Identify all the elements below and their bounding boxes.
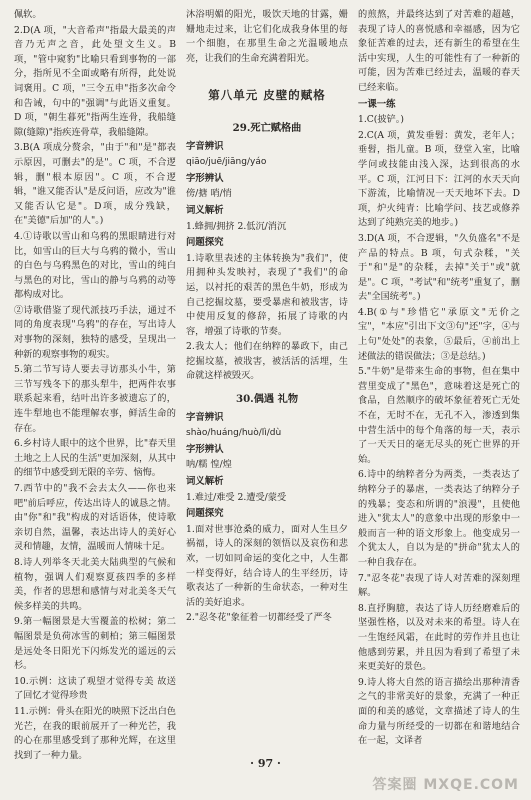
- answer-paragraph: 1.诗歌里表述的主体转换为"我们"，使用拥种头发映衬，表现了"我们"的命运，以衬托的艰苦的黑色牛奶，形成为自己挖掘坟墓，要受暴虐和被戕害，诗中使用反复的修辞，拓展了诗歌的内容，增强了诗歌的节奏。: [186, 252, 348, 337]
- section-heading: 问题探究: [186, 237, 224, 249]
- word-meaning-answer: 1.难过/难受 2.遭受/蒙受: [186, 491, 287, 503]
- unit-title: 第八单元 皮壁的赋格: [208, 88, 326, 103]
- middle-column: [186, 8, 348, 764]
- answer-paragraph: 2.C(A 项，黄发垂髫：黄发，老年人；垂髫，指儿童。B 项，登堂入室，比喻学问或技能由浅入深，达到很高的水平。C 项，江河日下：江河的水天天向下游流，比喻情况一天天地坏下去。D 项，炉火纯青：比喻学问、技艺或修养达到了纯熟完美的地步。): [358, 129, 520, 229]
- pinyin-answer: shào/huáng/huò/lì/dù: [186, 428, 282, 439]
- page-number: · 97 ·: [250, 757, 281, 770]
- character-answer: 傍/搪 哨/悄: [186, 188, 232, 200]
- right-column: [358, 8, 520, 764]
- answer-paragraph: 9.诗人将大自然的语言描绘出那种清香之气的非常美好的景象，充满了一种正面的和美的感觉，文章描述了诗人的生命力量与所经受的一切都在和谐地结合在一起，文译者: [358, 676, 520, 747]
- lesson-title: 29.死亡赋格曲: [232, 121, 302, 134]
- answer-paragraph: 2."忍冬花"象征着一切都经受了严冬: [186, 612, 332, 624]
- answer-paragraph: 8.诗人列举冬天北美大陆典型的气候和植物，强调人们观察夏孩四季的多样美，作者的思想和感情与对北美冬天气候多样美的共鸣。: [14, 556, 176, 612]
- answer-paragraph: 5."牛奶"是带来生命的事物，但在集中营里变成了"黑色"，意味着这是死亡的食品，自然顺序的破坏象征着死亡无处不在，无时不在，无孔不入，渗透到集中营生活中的每个角落的每一天，表示了一天天日的毫无尽头的死亡世界的开始。: [358, 366, 520, 465]
- character-answer: 呐/糯 惶/煌: [186, 459, 232, 471]
- answer-paragraph: 6.乡村诗人眼中的这个世界，比"春天里土地之上人民的生活"更加深刻，从其中的细节中感受到无限的辛劳、恼悔。: [14, 438, 176, 479]
- answer-paragraph: 1.C(披铲。): [358, 114, 404, 126]
- answer-paragraph: 5.第二节写诗人要去寻访那头小牛，第三节写残冬下的那头犁牛，把两件农事联系起来看，结叶出许多被遗忘了的，连牛犁地也不能理解农事，鲜活生命的存在。: [14, 364, 176, 434]
- answer-paragraph: 3.D(A 项，不合逻辑，"久负盛名"不是产品的特点。B 项，句式杂糅，"关于"和"是"的杂糅，去掉"关于"或"就是"。C 项，"考试"和"统考"重复了，删去"全国统考"。): [358, 232, 520, 303]
- section-heading: 词义解析: [186, 204, 224, 216]
- section-heading: 一课一练: [358, 98, 396, 110]
- answer-paragraph: 1.面对世事沧桑的威力，面对人生旦夕祸福，诗人的深刻的领悟以及哀伤和悲欢，一切如同命运的变化之中，人生都一样变得好，结合诗人的生平经历，诗歌表达了一种新的生命状态，一种对生活的美好追求。: [186, 523, 348, 608]
- site-watermark: 答案圈 MXQE.COM: [372, 777, 519, 793]
- section-heading: 字音辨识: [186, 411, 224, 423]
- lesson-title: 30.偶遇 礼物: [235, 393, 299, 406]
- answer-paragraph: 4.B(①与"珍惜它"承原文"无价之宝"，"本应"引出下文③句"还"字，④与上句"处处"的表象，⑤最后，④前出上述做法的错误做法；③是总结。): [358, 306, 520, 362]
- continued-paragraph: 沐浴明媚的阳光，吸饮天地的甘露，姗姗地走过来，让它们化成我身体里的每一个细胞，在那里生命之光温暖地点亮，让我们的生命充满着阳光。: [186, 9, 348, 64]
- section-heading: 字形辨认: [186, 172, 224, 184]
- answer-paragraph: 10.示例：这读了观望才觉得专美 故送了回忆才觉得珍贵: [14, 675, 176, 702]
- pinyin-answer: qiāo/juē/jiāng/yáo: [186, 157, 267, 168]
- word-meaning-answer: 1.蜂拥/拥挤 2.低沉/消沉: [186, 220, 287, 232]
- left-column: [14, 8, 176, 764]
- answer-paragraph: 11.示例：骨头在阳光的映照下泛出白色光芒，在我的眼前展开了一种光芒，我的心在那里感受到了那种光辉，在这里找到了一种力量。: [14, 705, 176, 761]
- answer-paragraph: ②诗歌借鉴了现代派技巧手法，通过不同的角度表现"乌鸦"的存在，写出诗人对事物的深刻，独特的感受，呈现出一种新的观察事物的观实。: [14, 304, 176, 360]
- continued-paragraph: 的煎熬，并最终达到了对苦难的超越，表现了诗人的喜悦感和幸福感，因为它象征苦难的过去，还有新生的希望在生活中实现，人生的可能性有了一种新的可能，因为苦难已经过去，温暖的春天已经来临。: [358, 9, 520, 93]
- answer-paragraph: 7.西节中的"我不会去太久——你也来吧"前后呼应，传达出诗人的诚恳之情。由"你"和"我"构成的对话语体，使诗歌亲切自然，温馨，表达出诗人的美好心灵和情趣，友情，温暖而人情味十足。: [14, 483, 176, 553]
- answer-paragraph: 6.诗中的纳粹者分为两类，一类表达了纳粹分子的暴虐，一类表达了纳粹分子的残暴；变态和所谓的"浪漫"，且使他进入"犹太人"的意象中出现的形象中一般而言一种的语文形象上。他变成另一个犹太人，自以为是的"拼命"犹太人的一种自我存在。: [358, 469, 520, 568]
- answer-paragraph: 7."忍冬花"表现了诗人对苦难的深刻理解。: [358, 572, 520, 599]
- answer-paragraph: 8.直抒胸臆，表达了诗人历经磨难后的坚强性格，以及对未来的希望。诗人在一生饱经风霜，在此时的劳作并且也让他感到劳累，并且因为看到了希望了未来更美好的景色。: [358, 602, 520, 673]
- answer-paragraph: 2.D(A 项，"大音希声"指最大最美的声音乃无声之音，此处望文生义。B项，"管中窥豹"比喻只看到事物的一部分，指所见不全面或略有所得，此处说词褒用。C 项，"三令五申"指多次命令和告诫，句中的"强调"与此语义重复。D 项，"朝生暮死"指两生连骨，我船缝隙(缝隙)"指疾连骨草，我船缝隙。: [14, 24, 176, 138]
- three-columns: [14, 8, 521, 764]
- answer-paragraph: 2.我太人；他们在纳粹的暴政下，由己挖掘坟墓，被戕害，被活活的活埋，生命就这样被毁灭。: [186, 341, 348, 382]
- answer-paragraph: 9.第一幅图景是大雪覆盖的松树；第二幅图景是负荷冰雪的刺柏；第三幅图景是远处冬日阳光下闪烁发光的遥远的云杉。: [14, 616, 176, 672]
- section-heading: 问题探究: [186, 508, 224, 520]
- section-heading: 词义解析: [186, 476, 224, 488]
- section-heading: 字音辨识: [186, 140, 224, 152]
- answer-paragraph: 佩软。: [14, 9, 42, 20]
- answer-paragraph: 4.①诗歌以雪山和乌鸦的黑眼睛进行对比，如雪山的巨大与乌鸦的微小，雪山的白色与乌鸦黑色的对比，雪山的纯白与黑色的对比，雪山的静与乌鸦的动等都构成对比。: [14, 230, 176, 301]
- answer-paragraph: 3.B(A 项成分赘余，"由于"和"是"都表示原因，可删去"的是"。C 项，不合逻辑，删"根本原因"。C 项，不合逻辑，"谁又能否认"是反问语，应改为"谁又能否认它是"。D项，成分残缺，在"美德"后加"的人"。): [14, 142, 176, 227]
- section-heading: 字形辨认: [186, 443, 224, 455]
